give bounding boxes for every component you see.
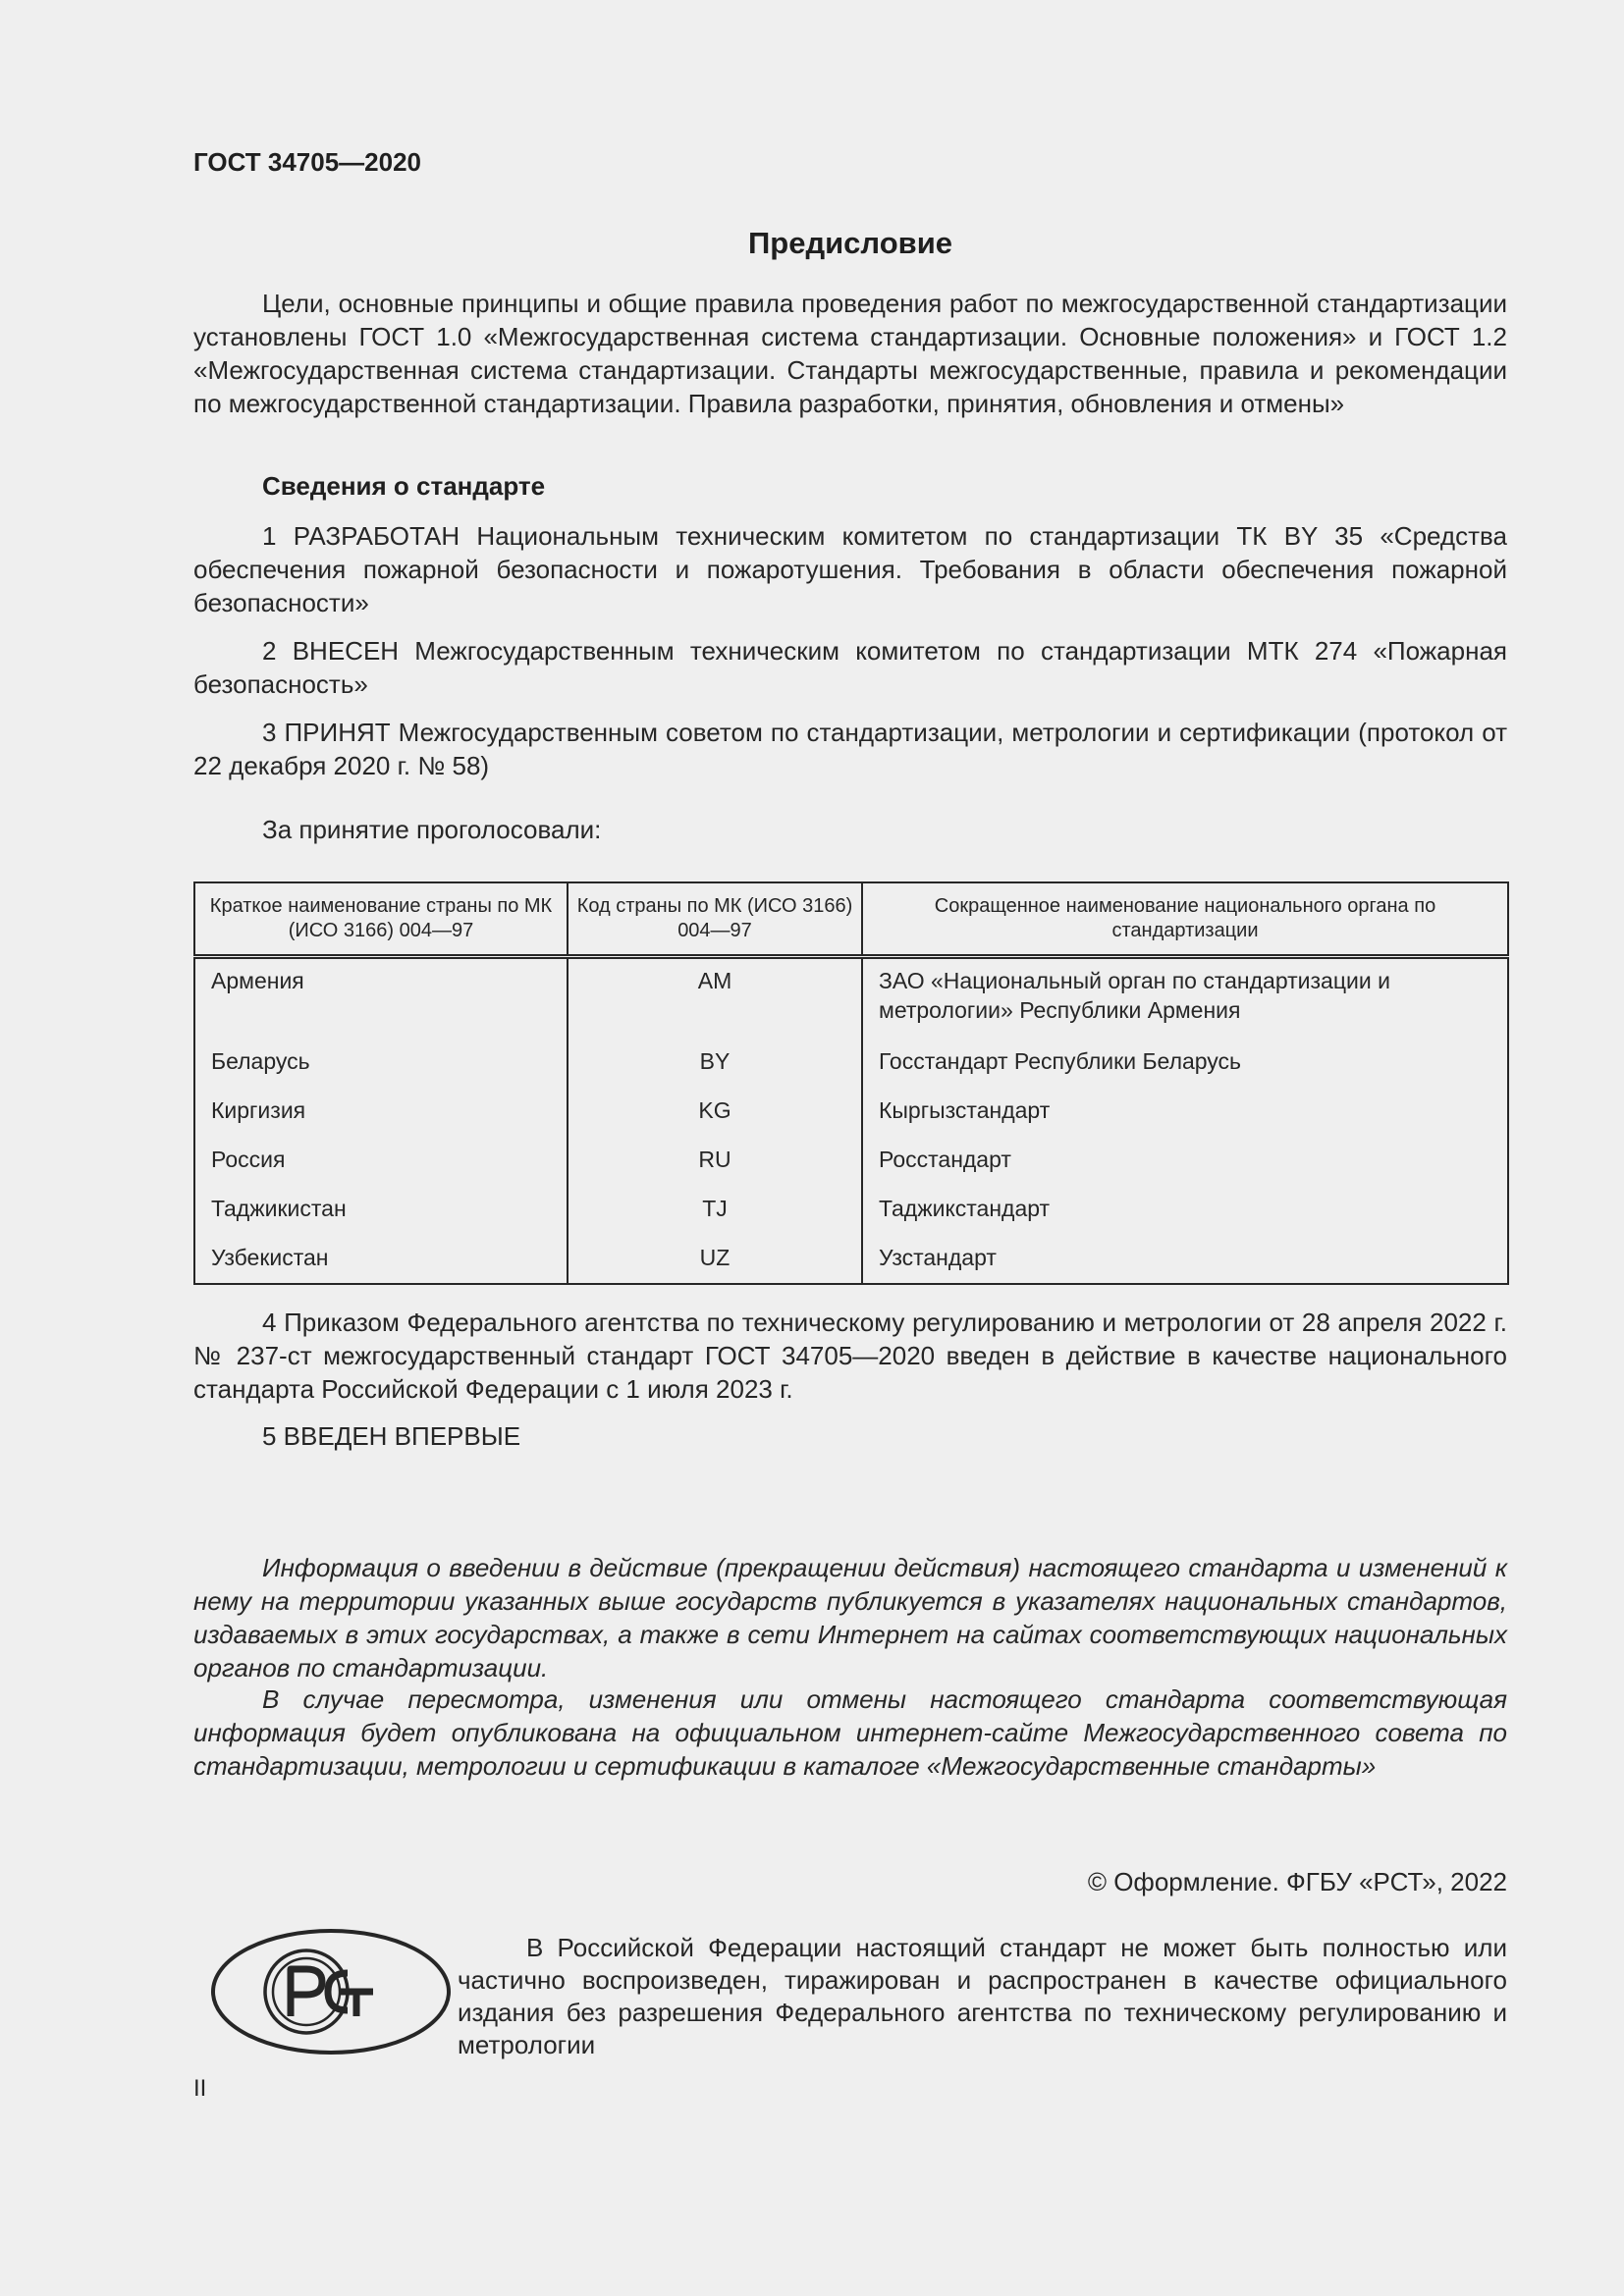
- country-name: Узбекистан: [194, 1233, 568, 1284]
- item-developed: 1 РАЗРАБОТАН Национальным техническим комитетом по стандартизации ТК BY 35 «Средства обеспечения пожарной безопасности и пожаротушения. Требования в области обеспечения пожарной безопасности»: [193, 521, 1507, 617]
- country-name: Киргизия: [194, 1086, 568, 1135]
- national-body: Кыргызстандарт: [862, 1086, 1508, 1135]
- country-name: Армения: [194, 957, 568, 1038]
- country-code: TJ: [568, 1184, 862, 1233]
- header-national-body: Сокращенное наименование национального органа по стандартизации: [862, 882, 1508, 957]
- country-code: KG: [568, 1086, 862, 1135]
- vote-label: За принятие проголосовали:: [262, 815, 602, 844]
- header-country-code: Код страны по МК (ИСО 3166) 004—97: [568, 882, 862, 957]
- table-row: [194, 1037, 1508, 1086]
- national-body: Госстандарт Республики Беларусь: [862, 1037, 1508, 1086]
- page-title: Предисловие: [747, 226, 952, 260]
- copyright-notice: © Оформление. ФГБУ «РСТ», 2022: [1087, 1867, 1507, 1896]
- table-row: [194, 1135, 1508, 1184]
- national-body: ЗАО «Национальный орган по стандартизации и метрологии» Республики Армения: [862, 957, 1508, 1038]
- table-row: [194, 1184, 1508, 1233]
- table-header-row: [194, 882, 1508, 957]
- info-note-enactment: Информация о введении в действие (прекращении действия) настоящего стандарта и изменений к нему на территории указанных выше государств публикуется в указателях национальных стандартов, издаваемых в этих государствах, а также в сети Интернет на сайтах соответствующих национальных органов по стандартизации.: [193, 1553, 1507, 1682]
- reproduction-rights-notice: В Российской Федерации настоящий стандарт не может быть полностью или частично воспроизведен, тиражирован и распространен в качестве официального издания без разрешения Федерального агентства по техническому регулированию и метрологии: [458, 1933, 1507, 2059]
- item-submitted: 2 ВНЕСЕН Межгосударственным техническим комитетом по стандартизации МТК 274 «Пожарная безопасность»: [193, 636, 1507, 699]
- country-code: BY: [568, 1037, 862, 1086]
- table-row: [194, 957, 1508, 1038]
- country-code: UZ: [568, 1233, 862, 1284]
- country-name: Таджикистан: [194, 1184, 568, 1233]
- info-note-revision: В случае пересмотра, изменения или отмены настоящего стандарта соответствующая информация будет опубликована на официальном интернет-сайте Межгосударственного совета по стандартизации, метрологии и сертификации в каталоге «Межгосударственные стандарты»: [193, 1684, 1507, 1781]
- item-adopted: 3 ПРИНЯТ Межгосударственным советом по стандартизации, метрологии и сертификации (протокол от 22 декабря 2020 г. № 58): [193, 718, 1507, 780]
- item-first-introduced: 5 ВВЕДЕН ВПЕРВЫЕ: [262, 1421, 521, 1451]
- page-number: II: [193, 2075, 207, 2102]
- country-name: Россия: [194, 1135, 568, 1184]
- national-body: Росстандарт: [862, 1135, 1508, 1184]
- info-heading: Сведения о стандарте: [262, 471, 546, 501]
- voting-states-table: [193, 881, 1509, 1285]
- intro-paragraph: Цели, основные принципы и общие правила проведения работ по межгосударственной стандартизации установлены ГОСТ 1.0 «Межгосударственная система стандартизации. Основные положения» и ГОСТ 1.2 «Межгосударственная система стандартизации. Стандарты межгосударственные, правила и рекомендации по межгосударственной стандартизации. Правила разработки, принятия, обновления и отмены»: [193, 289, 1507, 418]
- table-row: [194, 1233, 1508, 1284]
- item-enacted: 4 Приказом Федерального агентства по техническому регулированию и метрологии от 28 апреля 2022 г. № 237-ст межгосударственный стандарт ГОСТ 34705—2020 введен в действие в качестве национального стандарта Российской Федерации с 1 июля 2023 г.: [193, 1308, 1507, 1404]
- rst-logo-icon: [208, 1926, 454, 2057]
- national-body: Узстандарт: [862, 1233, 1508, 1284]
- header-country-name: Краткое наименование страны по МК (ИСО 3166) 004—97: [194, 882, 568, 957]
- national-body: Таджикстандарт: [862, 1184, 1508, 1233]
- country-name: Беларусь: [194, 1037, 568, 1086]
- table-row: [194, 1086, 1508, 1135]
- document-id: ГОСТ 34705—2020: [193, 147, 421, 177]
- country-code: AM: [568, 957, 862, 1038]
- country-code: RU: [568, 1135, 862, 1184]
